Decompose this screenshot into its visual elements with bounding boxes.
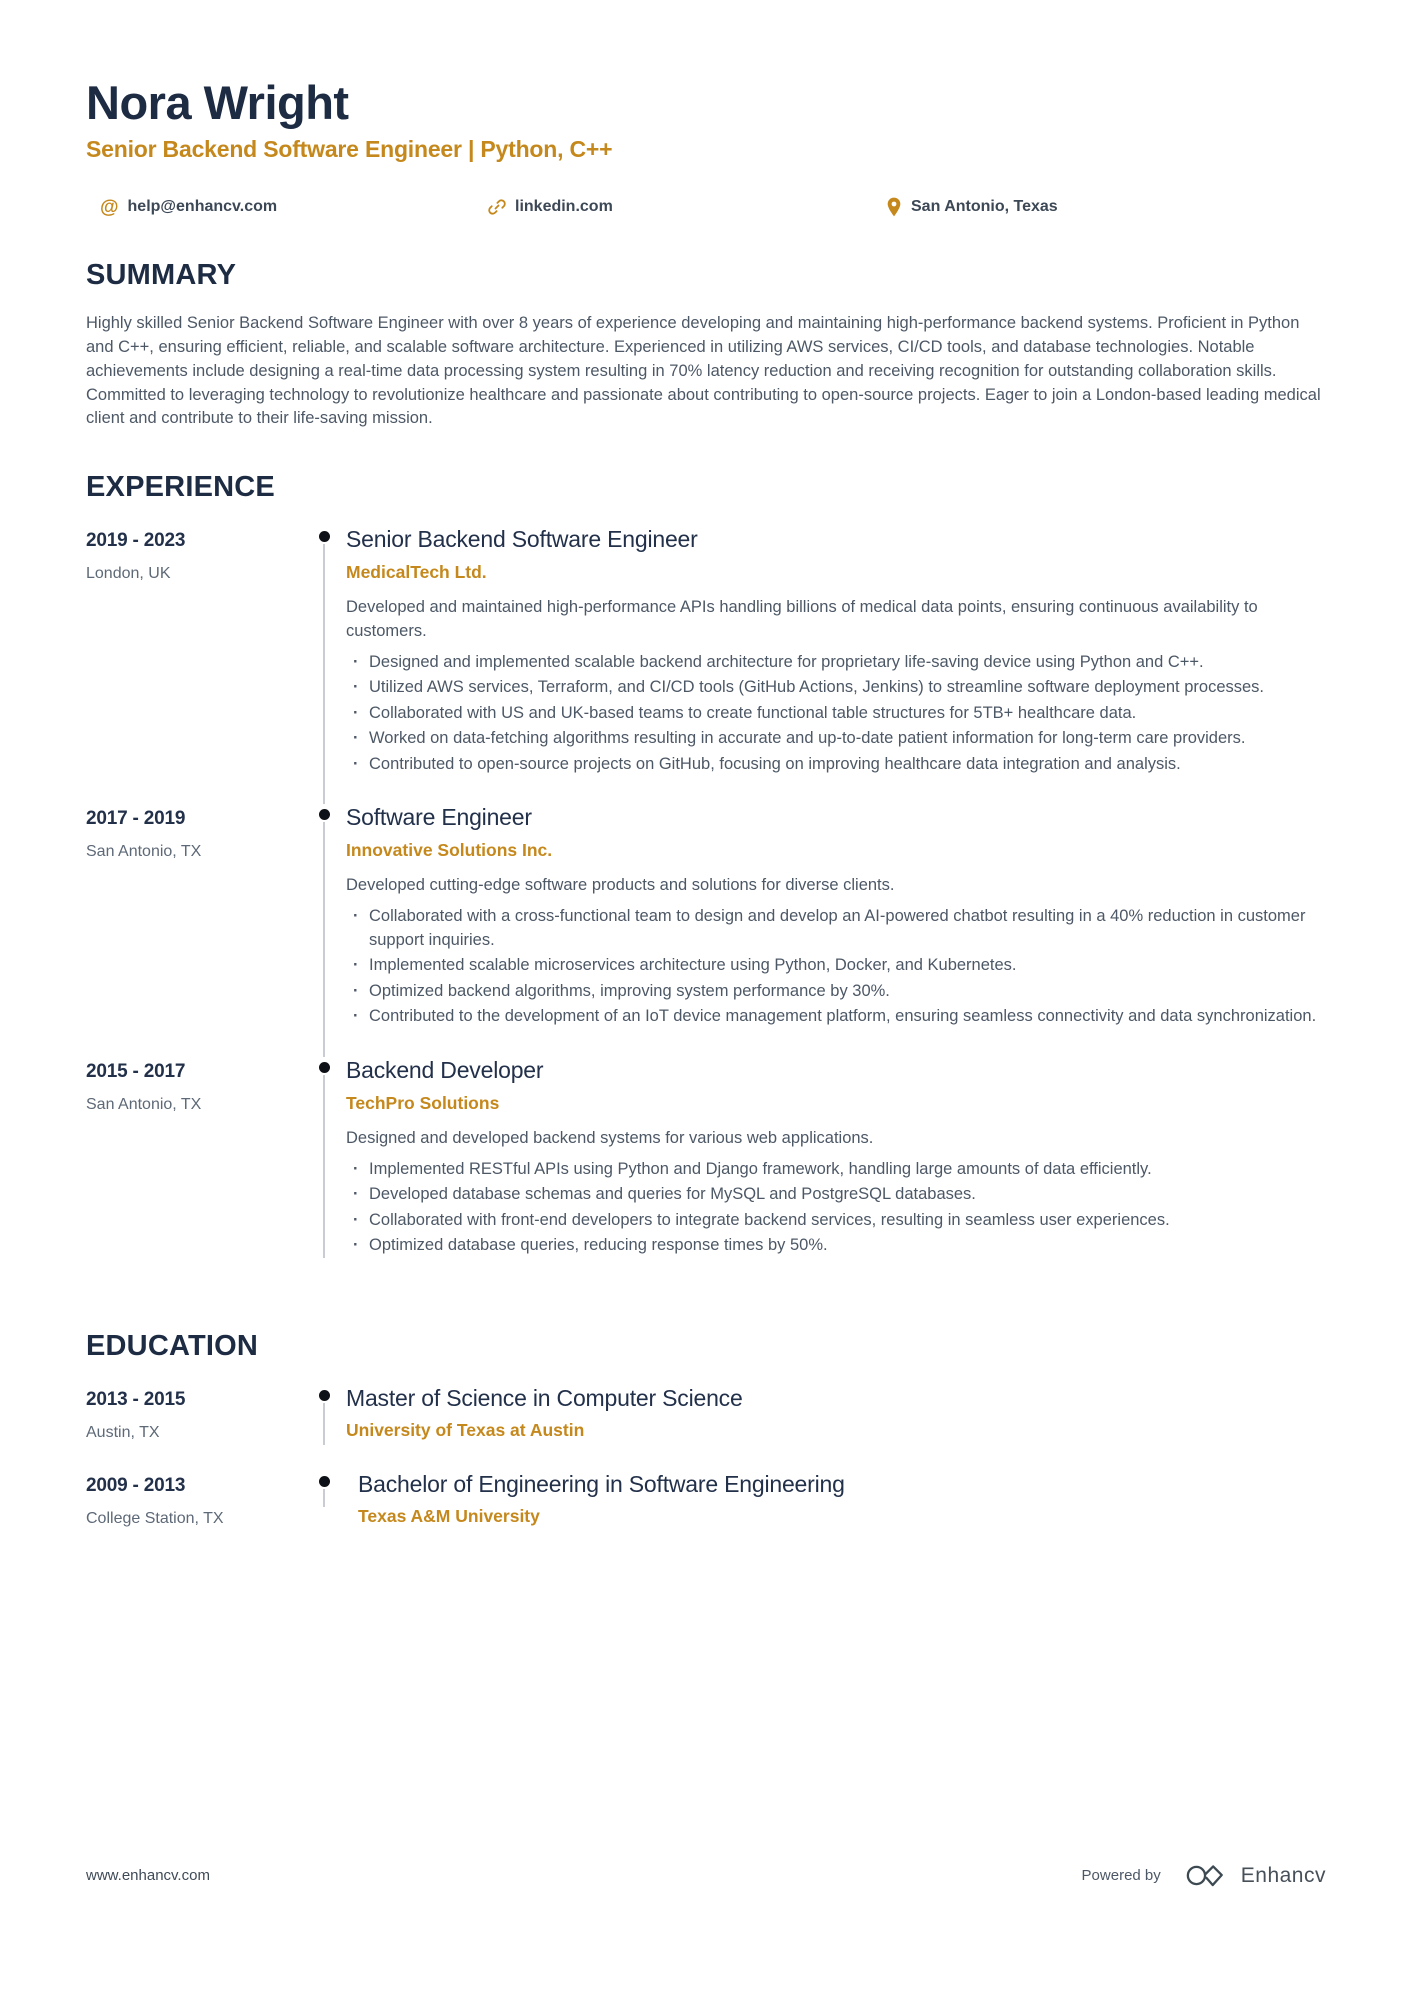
education-heading: EDUCATION bbox=[86, 1329, 259, 1362]
bullet-item: · Developed database schemas and queries for MySQL and PostgreSQL databases. bbox=[346, 1183, 1330, 1206]
entry-dates: 2013 - 2015 bbox=[86, 1388, 186, 1410]
location-icon bbox=[886, 197, 902, 217]
bullet-item: · Collaborated with a cross-functional team to design and develop an AI-powered chatbot resulting in a 40% reduction in customer support inquiries. bbox=[346, 905, 1330, 952]
timeline-line bbox=[323, 1075, 325, 1258]
experience-entry bbox=[86, 526, 1330, 804]
timeline bbox=[302, 1057, 346, 1286]
page-footer bbox=[86, 1862, 1326, 1889]
job-title: Senior Backend Software Engineer bbox=[346, 526, 698, 553]
enhancv-brand-text: Enhancv bbox=[1240, 1863, 1326, 1887]
summary-section bbox=[86, 259, 1330, 431]
candidate-headline: Senior Backend Software Engineer | Python, C++ bbox=[86, 136, 613, 163]
powered-by-label: Powered by bbox=[1081, 1867, 1161, 1884]
entry-dates: 2009 - 2013 bbox=[86, 1474, 186, 1496]
entry-dates: 2019 - 2023 bbox=[86, 530, 186, 552]
entry-location: London, UK bbox=[86, 565, 171, 583]
education-entries bbox=[86, 1385, 1330, 1557]
timeline-dot bbox=[319, 531, 330, 542]
summary-heading: SUMMARY bbox=[86, 259, 237, 292]
timeline bbox=[302, 1385, 346, 1471]
entry-content bbox=[346, 1471, 1330, 1557]
bullet-item: · Optimized database queries, reducing response times by 50%. bbox=[346, 1234, 1330, 1257]
school-name: Texas A&M University bbox=[358, 1505, 540, 1526]
company-name: TechPro Solutions bbox=[346, 1092, 500, 1113]
enhancv-logo-icon bbox=[1185, 1862, 1227, 1889]
degree-title: Master of Science in Computer Science bbox=[346, 1384, 743, 1411]
contact-linkedin[interactable] bbox=[488, 198, 886, 216]
contact-location-text: San Antonio, Texas bbox=[911, 198, 1058, 216]
bullet-item: · Collaborated with US and UK-based teams to create functional table structures for 5TB+ healthcare data. bbox=[346, 702, 1330, 725]
bullet-item: · Implemented RESTful APIs using Python and Django framework, handling large amounts of data efficiently. bbox=[346, 1158, 1330, 1181]
timeline-dot bbox=[319, 1390, 330, 1401]
bullet-item: · Utilized AWS services, Terraform, and CI/CD tools (GitHub Actions, Jenkins) to streamline software deployment processes. bbox=[346, 676, 1330, 699]
entry-dates: 2015 - 2017 bbox=[86, 1060, 186, 1082]
timeline-line bbox=[323, 822, 325, 1057]
contact-location bbox=[886, 197, 1330, 217]
bullet-item: · Collaborated with front-end developers to integrate backend services, resulting in seamless user experiences. bbox=[346, 1209, 1330, 1232]
timeline bbox=[302, 526, 346, 804]
contact-linkedin-text: linkedin.com bbox=[515, 198, 613, 216]
job-bullets bbox=[346, 651, 1330, 776]
entry-meta bbox=[86, 1057, 302, 1286]
entry-dates: 2017 - 2019 bbox=[86, 808, 186, 830]
timeline bbox=[302, 1471, 346, 1557]
experience-section bbox=[86, 471, 1330, 1286]
company-name: Innovative Solutions Inc. bbox=[346, 840, 553, 861]
timeline-dot bbox=[319, 1062, 330, 1073]
entry-content bbox=[346, 804, 1330, 1057]
education-entry bbox=[86, 1385, 1330, 1471]
entry-location: Austin, TX bbox=[86, 1423, 160, 1441]
bullet-item: · Optimized backend algorithms, improving system performance by 30%. bbox=[346, 980, 1330, 1003]
footer-brand bbox=[1082, 1862, 1326, 1889]
education-entry bbox=[86, 1471, 1330, 1557]
bullet-item: · Contributed to open-source projects on GitHub, focusing on improving healthcare data integration and analysis. bbox=[346, 753, 1330, 776]
job-bullets bbox=[346, 905, 1330, 1028]
experience-heading: EXPERIENCE bbox=[86, 471, 275, 504]
timeline-line bbox=[323, 544, 325, 804]
contact-email-text: help@enhancv.com bbox=[127, 198, 278, 216]
bullet-item: · Designed and implemented scalable backend architecture for proprietary life-saving device using Python and C++. bbox=[346, 651, 1330, 674]
bullet-item: · Contributed to the development of an IoT device management platform, ensuring seamless connectivity and data synchronization. bbox=[346, 1005, 1330, 1028]
footer-website-link[interactable]: www.enhancv.com bbox=[86, 1867, 210, 1884]
bullet-item: · Worked on data-fetching algorithms resulting in accurate and up-to-date patient information for long-term care providers. bbox=[346, 727, 1330, 750]
job-description: Developed and maintained high-performance APIs handling billions of medical data points, ensuring continuous availability to customers. bbox=[346, 598, 1258, 640]
entry-meta bbox=[86, 1471, 302, 1557]
education-section bbox=[86, 1330, 1330, 1557]
entry-content bbox=[346, 526, 1330, 804]
contact-row bbox=[86, 197, 1330, 217]
bullet-item: · Implemented scalable microservices architecture using Python, Docker, and Kubernetes. bbox=[346, 954, 1330, 977]
experience-entry bbox=[86, 804, 1330, 1057]
entry-location: San Antonio, TX bbox=[86, 843, 202, 861]
timeline bbox=[302, 804, 346, 1057]
timeline-line bbox=[323, 1489, 325, 1507]
timeline-dot bbox=[319, 1476, 330, 1487]
entry-meta bbox=[86, 804, 302, 1057]
entry-location: College Station, TX bbox=[86, 1509, 224, 1527]
entry-content bbox=[346, 1385, 1330, 1471]
job-title: Software Engineer bbox=[346, 804, 532, 831]
experience-entries bbox=[86, 526, 1330, 1286]
job-description: Designed and developed backend systems for various web applications. bbox=[346, 1128, 874, 1147]
job-description: Developed cutting-edge software products and solutions for diverse clients. bbox=[346, 876, 895, 895]
degree-title: Bachelor of Engineering in Software Engineering bbox=[358, 1470, 845, 1497]
entry-meta bbox=[86, 1385, 302, 1471]
candidate-name: Nora Wright bbox=[86, 76, 349, 129]
at-icon: @ bbox=[100, 196, 119, 218]
school-name: University of Texas at Austin bbox=[346, 1419, 585, 1440]
entry-meta bbox=[86, 526, 302, 804]
experience-entry bbox=[86, 1057, 1330, 1286]
contact-email[interactable] bbox=[86, 198, 488, 217]
resume-header bbox=[86, 78, 1330, 217]
entry-content bbox=[346, 1057, 1330, 1286]
timeline-dot bbox=[319, 809, 330, 820]
entry-location: San Antonio, TX bbox=[86, 1095, 202, 1113]
job-bullets bbox=[346, 1158, 1330, 1258]
company-name: MedicalTech Ltd. bbox=[346, 562, 487, 583]
timeline-line bbox=[323, 1403, 325, 1445]
link-icon bbox=[488, 198, 506, 216]
summary-text: Highly skilled Senior Backend Software Engineer with over 8 years of experience developing and maintaining high-performance backend systems. Proficient in Python and C++, ensuring efficient, reliable, and scalable software architecture. Experienced in utilizing AWS services, CI/CD tools, and database technologies. Notable achievements include designing a real-time data processing system resulting in 70% latency reduction and receiving recognition for outstanding collaboration skills. Committed to leveraging technology to revolutionize healthcare and passionate about contributing to open-source projects. Eager to join a London-based leading medical client and contribute to their life-saving mission. bbox=[86, 314, 1321, 428]
job-title: Backend Developer bbox=[346, 1056, 544, 1083]
